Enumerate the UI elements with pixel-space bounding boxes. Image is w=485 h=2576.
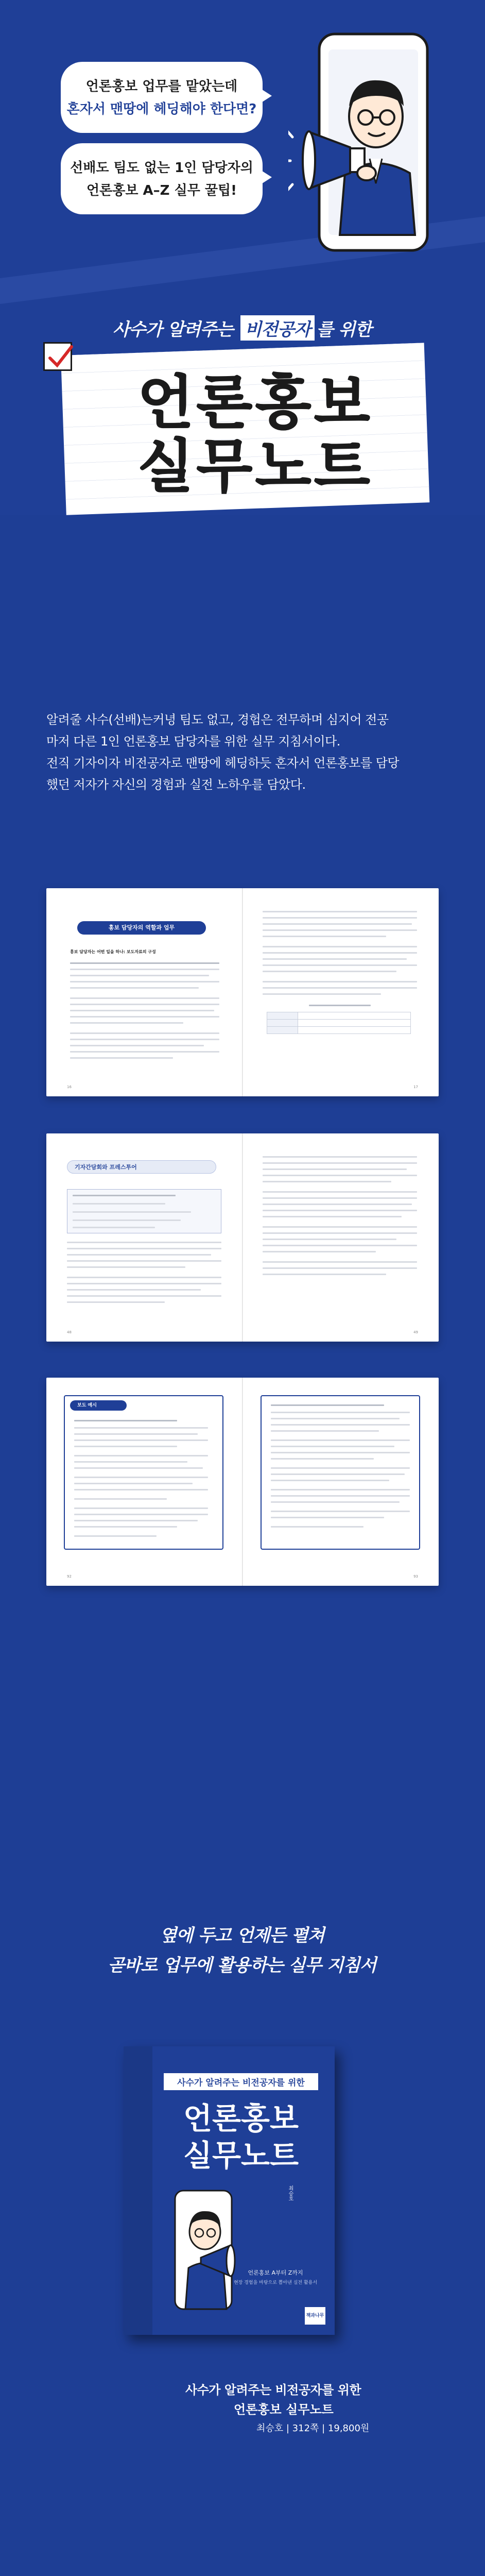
bubble1-line2: 혼자서 맨땅에 헤딩해야 한다면?: [66, 101, 257, 117]
subtitle-after: 를 위한: [316, 319, 372, 340]
character-phone-illustration: [288, 19, 474, 266]
book-spread-2: 기자간담회와 프레스투어 48 49: [46, 1133, 439, 1342]
cover-tagline-1: 언론홍보 A부터 Z까지: [248, 2269, 303, 2276]
cover-title-line2: 실무노트: [183, 2138, 299, 2173]
speech-bubble-2: [61, 143, 263, 214]
hero-title: [91, 371, 420, 499]
chapter-ribbon: 홍보 담당자의 역할과 업무: [77, 921, 206, 935]
cover-character-illustration: [170, 2185, 242, 2314]
book-spine: [124, 2046, 152, 2335]
cover-author: 최승호: [287, 2185, 293, 2201]
bubble1-line1: 언론홍보 업무를 맡았는데: [85, 79, 238, 94]
spread-gutter: [242, 1133, 243, 1342]
check-icon: [43, 342, 72, 371]
cover-title-line1: 언론홍보: [183, 2101, 299, 2136]
book-title-line1: 사수가 알려주는 비전공자를 위한: [185, 2383, 361, 2397]
chapter-ribbon: 기자간담회와 프레스투어: [67, 1160, 216, 1174]
bubble-tail: [261, 170, 272, 184]
checklist-box: [67, 1189, 221, 1233]
cover-publisher-logo: 책과나무: [305, 2307, 325, 2325]
cover-title: [164, 2100, 318, 2174]
bottom-headline-line1: 옆에 두고 언제든 펼쳐: [160, 1925, 324, 1946]
intro-line-4: 했던 저자가 자신의 경험과 실전 노하우를 담았다.: [46, 777, 306, 792]
spread-gutter: [242, 888, 243, 1096]
intro-line-1: 알려줄 사수(선배)는커녕 팀도 없고, 경험은 전무하며 심지어 전공: [46, 713, 389, 727]
book-meta: 최승호 | 312쪽 | 19,800원: [256, 2423, 370, 2434]
book-info: [185, 2380, 453, 2438]
title-line1: 언론홍보: [137, 369, 373, 436]
subtitle-before: 사수가 알려주는: [112, 319, 233, 340]
chapter-ribbon: 보도 예시: [70, 1400, 127, 1411]
bottom-headline: [62, 1921, 422, 1980]
book-cover: [124, 2046, 335, 2335]
book-spread-3: 보도 예시 92 93: [46, 1378, 439, 1586]
book-title-line2: 언론홍보 실무노트: [234, 2402, 334, 2417]
bubble2-line1: 선배도 팀도 없는 1인 담당자의: [70, 160, 253, 176]
spread-gutter: [242, 1378, 243, 1586]
speech-bubble-1: [61, 62, 263, 133]
sample-table: [267, 1012, 411, 1034]
bubble2-line2: 언론홍보 A–Z 실무 꿀팁!: [86, 183, 237, 198]
cover-tagline-2: 현장 경험을 바탕으로 뽑아낸 실전 활용서: [233, 2280, 318, 2285]
book-spread-1: 홍보 담당자의 역할과 업무 홍보 담당자는 어떤 일을 하나: 보도자료의 구성 16 17: [46, 888, 439, 1096]
intro-line-2: 마저 다른 1인 언론홍보 담당자를 위한 실무 지침서이다.: [46, 734, 340, 749]
bottom-headline-line2: 곧바로 업무에 활용하는 실무 지침서: [108, 1955, 376, 1976]
subtitle-accent: 비전공자: [240, 315, 314, 341]
intro-line-3: 전직 기자이자 비전공자로 맨땅에 헤딩하듯 혼자서 언론홍보를 담당: [46, 756, 400, 770]
intro-text: [46, 709, 443, 795]
bubble-tail: [261, 89, 272, 103]
hero-subtitle: [62, 315, 422, 341]
title-line2: 실무노트: [137, 433, 373, 500]
section-subhead: 홍보 담당자는 어떤 일을 하나: 보도자료의 구성: [70, 950, 156, 954]
cover-subtitle: 사수가 알려주는 비전공자를 위한: [164, 2073, 318, 2090]
